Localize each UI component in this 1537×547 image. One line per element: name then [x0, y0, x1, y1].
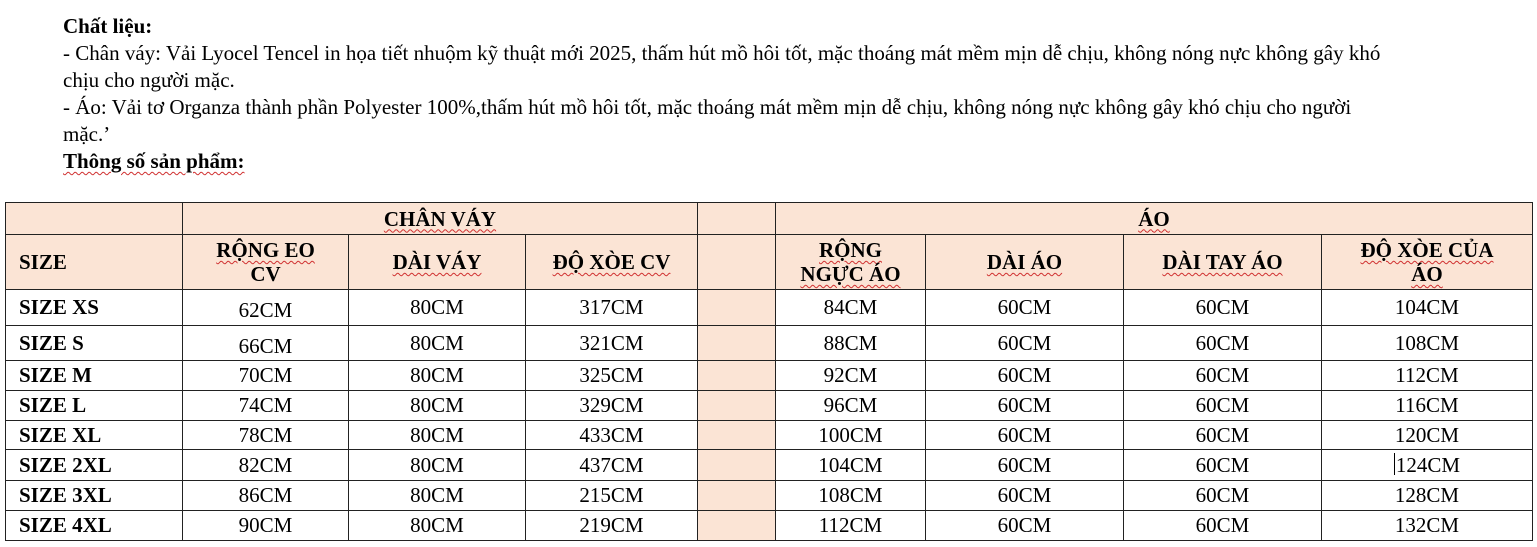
sleeve-value: 60CM — [1124, 326, 1322, 361]
top-length-value: 60CM — [926, 391, 1124, 421]
skirt-flare-value: 433CM — [526, 421, 698, 450]
skirt-length-value: 80CM — [349, 481, 526, 511]
column-header-row — [6, 235, 1533, 290]
top-flare-value: 108CM — [1322, 326, 1533, 361]
top-length-value: 60CM — [926, 421, 1124, 450]
waist-value: 90CM — [183, 511, 349, 541]
col-chest-label-2: NGỰC ÁO — [800, 262, 901, 286]
group-header-skirt — [183, 203, 698, 235]
table-row — [6, 290, 1533, 326]
gap-cell — [698, 481, 776, 511]
top-length-value: 60CM — [926, 450, 1124, 481]
material-heading-text: Chất liệu: — [63, 14, 153, 38]
sleeve-value: 60CM — [1124, 361, 1322, 391]
group-skirt-label: CHÂN VÁY — [383, 206, 497, 231]
gap-cell — [698, 290, 776, 326]
material-heading — [63, 13, 1537, 40]
waist-value: 70CM — [183, 361, 349, 391]
specs-heading-text: Thông số sản phẩm: — [63, 149, 245, 173]
table-row — [6, 511, 1533, 541]
sleeve-value: 60CM — [1124, 290, 1322, 326]
col-top-length-label: DÀI ÁO — [986, 250, 1063, 274]
table-row — [6, 481, 1533, 511]
top-flare-value: 112CM — [1322, 361, 1533, 391]
col-chest-label-1: RỘNG — [819, 238, 882, 262]
skirt-material-line-1: - Chân váy: Vải Lyocel Tencel in họa tiết nhuộm kỹ thuật mới 2025, thấm hút mồ hôi tốt, mặc thoáng mát mềm mịn dễ chịu, không nóng nực không gây khó — [63, 41, 1381, 65]
chest-value: 88CM — [776, 326, 926, 361]
top-length-value: 60CM — [926, 361, 1124, 391]
chest-value: 108CM — [776, 481, 926, 511]
col-skirt-length-label: DÀI VÁY — [392, 250, 482, 274]
chest-value: 112CM — [776, 511, 926, 541]
skirt-length-value: 80CM — [349, 290, 526, 326]
top-flare-value-text: 124CM — [1395, 452, 1461, 477]
skirt-flare-value: 215CM — [526, 481, 698, 511]
col-sleeve-label: DÀI TAY ÁO — [1162, 250, 1283, 274]
top-flare-value: 104CM — [1322, 290, 1533, 326]
size-label: SIZE S — [6, 326, 183, 361]
top-flare-value: 120CM — [1322, 421, 1533, 450]
specs-heading — [63, 148, 1537, 175]
col-header-chest — [776, 235, 926, 290]
skirt-flare-value: 219CM — [526, 511, 698, 541]
waist-value: 74CM — [183, 391, 349, 421]
skirt-length-value: 80CM — [349, 450, 526, 481]
top-length-value: 60CM — [926, 481, 1124, 511]
top-flare-value: 128CM — [1322, 481, 1533, 511]
col-header-skirt-flare — [526, 235, 698, 290]
skirt-length-value: 80CM — [349, 361, 526, 391]
top-flare-value: 116CM — [1322, 391, 1533, 421]
skirt-length-value: 80CM — [349, 391, 526, 421]
gap-cell — [698, 450, 776, 481]
skirt-length-value: 80CM — [349, 511, 526, 541]
top-length-value: 60CM — [926, 326, 1124, 361]
skirt-flare-value: 325CM — [526, 361, 698, 391]
group-header-top — [776, 203, 1533, 235]
text-cursor — [1394, 453, 1395, 475]
waist-value — [183, 326, 349, 361]
group-top-label: ÁO — [1138, 206, 1170, 231]
top-material-line-1: - Áo: Vải tơ Organza thành phần Polyester 100%,thấm hút mồ hôi tốt, mặc thoáng mát mềm mịn dễ chịu, không nóng nực không gây khó chịu cho người — [63, 95, 1352, 119]
waist-value: 86CM — [183, 481, 349, 511]
group-header-blank — [6, 203, 183, 235]
skirt-length-value: 80CM — [349, 326, 526, 361]
gap-cell — [698, 421, 776, 450]
top-length-value: 60CM — [926, 290, 1124, 326]
waist-value: 82CM — [183, 450, 349, 481]
sleeve-value: 60CM — [1124, 511, 1322, 541]
material-section — [63, 13, 1537, 175]
col-top-flare-label-2: ÁO — [1411, 262, 1443, 286]
col-header-skirt-length — [349, 235, 526, 290]
size-label: SIZE 3XL — [6, 481, 183, 511]
top-material-line-2: mặc.’ — [63, 122, 111, 146]
skirt-flare-value: 317CM — [526, 290, 698, 326]
sleeve-value: 60CM — [1124, 391, 1322, 421]
size-label: SIZE L — [6, 391, 183, 421]
skirt-length-value: 80CM — [349, 421, 526, 450]
size-label: SIZE 2XL — [6, 450, 183, 481]
chest-value: 96CM — [776, 391, 926, 421]
size-label: SIZE XL — [6, 421, 183, 450]
gap-cell — [698, 326, 776, 361]
sleeve-value: 60CM — [1124, 450, 1322, 481]
col-size-label: SIZE — [19, 250, 67, 274]
col-header-waist — [183, 235, 349, 290]
waist-value-text: 62CM — [238, 298, 293, 322]
top-flare-value: 132CM — [1322, 511, 1533, 541]
skirt-flare-value: 437CM — [526, 450, 698, 481]
gap-cell — [698, 235, 776, 290]
gap-cell — [698, 203, 776, 235]
skirt-flare-value: 329CM — [526, 391, 698, 421]
col-header-top-flare — [1322, 235, 1533, 290]
gap-cell — [698, 511, 776, 541]
col-header-sleeve — [1124, 235, 1322, 290]
gap-cell — [698, 361, 776, 391]
col-waist-label-2: CV — [250, 262, 281, 286]
skirt-flare-value: 321CM — [526, 326, 698, 361]
sleeve-value: 60CM — [1124, 421, 1322, 450]
col-waist-label-1: RỘNG EO — [216, 238, 315, 262]
table-row — [6, 326, 1533, 361]
table-row — [6, 421, 1533, 450]
col-skirt-flare-label: ĐỘ XÒE CV — [552, 250, 671, 274]
chest-value: 100CM — [776, 421, 926, 450]
size-label: SIZE 4XL — [6, 511, 183, 541]
group-header-row — [6, 203, 1533, 235]
table-row — [6, 391, 1533, 421]
chest-value: 104CM — [776, 450, 926, 481]
size-label: SIZE M — [6, 361, 183, 391]
table-row — [6, 450, 1533, 481]
col-top-flare-label-1: ĐỘ XÒE CỦA — [1360, 238, 1494, 262]
top-flare-value[interactable] — [1322, 450, 1533, 481]
sleeve-value: 60CM — [1124, 481, 1322, 511]
col-header-size — [6, 235, 183, 290]
waist-value — [183, 290, 349, 326]
waist-value-text: 66CM — [238, 333, 293, 358]
table-row — [6, 361, 1533, 391]
chest-value: 84CM — [776, 290, 926, 326]
waist-value: 78CM — [183, 421, 349, 450]
skirt-material-line-2: chịu cho người mặc. — [63, 68, 235, 92]
top-length-value: 60CM — [926, 511, 1124, 541]
gap-cell — [698, 391, 776, 421]
size-chart-table — [5, 202, 1533, 541]
col-header-top-length — [926, 235, 1124, 290]
size-label: SIZE XS — [6, 290, 183, 326]
chest-value: 92CM — [776, 361, 926, 391]
